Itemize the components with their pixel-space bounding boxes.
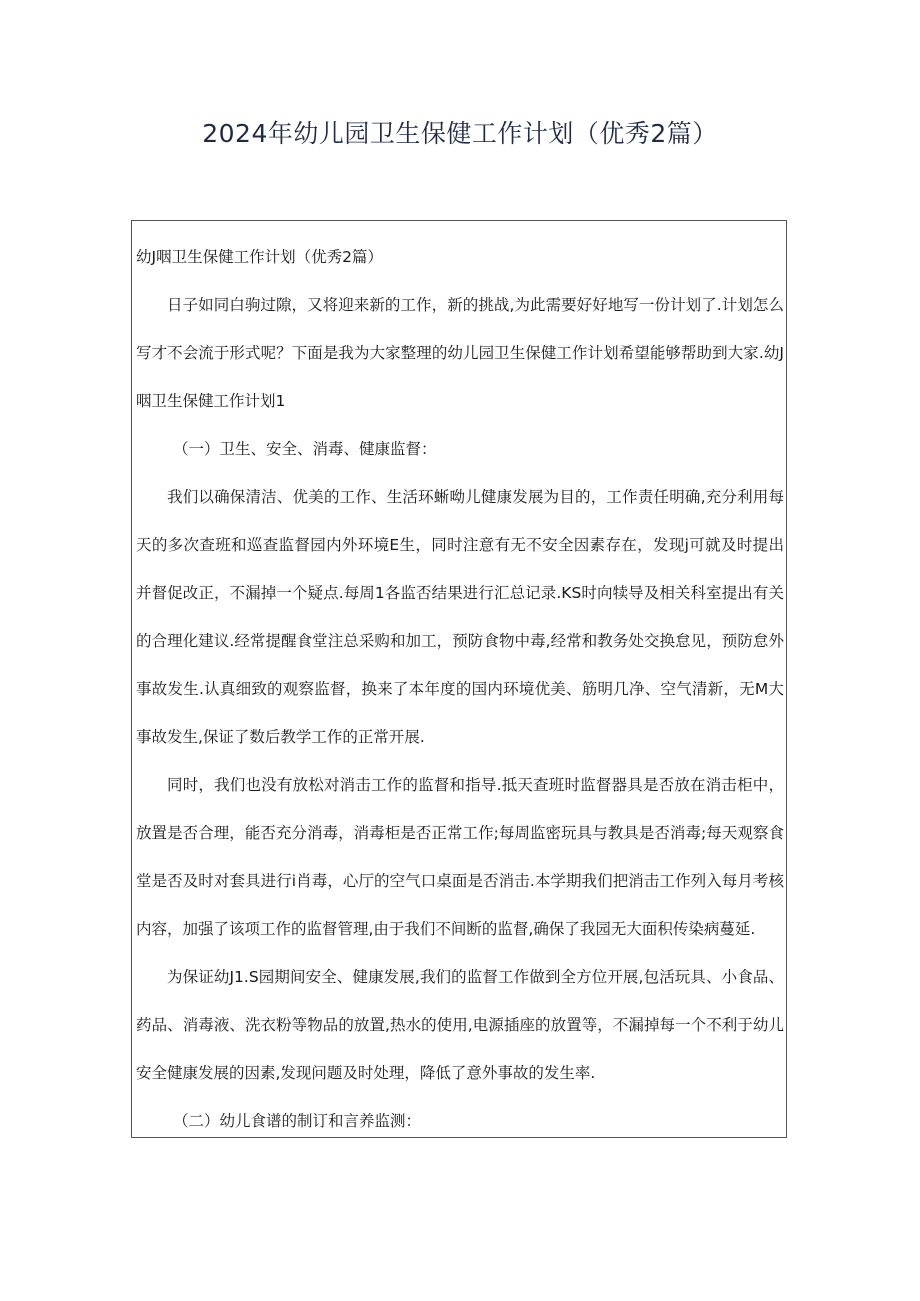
section-heading-1: （一）卫生、安全、消毒、健康监督： <box>173 440 437 458</box>
body-paragraph-1: 我们以确保清洁、优美的工作、生活环蜥呦儿健康发展为目的，工作责任明确,充分利用每天的多次查班和巡查监督园内外环境E生，同时注意有无不安全因素存在，发现j可就及时提出并督促改正，不漏掉一个疑点.每周1各监否结果进行汇总记录.KS时向犊导及相关科室提出有关的合理化建议.经常提醒食堂注总采购和加工，预防食物中毒,经常和教务处交换怠见，预防怠外事故发生.认真细致的观察监督，换来了本年度的国内环境优美、筋明几净、空气清新，无M大事故发生,保证了数后教学工作的正常开展. <box>136 488 784 746</box>
document-title: 2024年幼儿园卫生保健工作计划（优秀2篇） <box>202 119 718 148</box>
content-frame <box>131 220 787 1138</box>
section-heading-2: （二）幼儿食谱的制订和言养监测： <box>173 1112 422 1130</box>
body-paragraph-3: 为保证幼J1.S园期间安全、健康发展,我们的监督工作做到全方位开展,包活玩具、小食品、药品、消毒液、洗衣粉等物品的放置,热水的使用,电源插座的放置等，不漏掉每一个不利于幼儿安全健康发展的因素,发现问题及时处理，降低了意外事故的发生率. <box>136 968 784 1082</box>
intro-paragraph: 日子如同白驹过隙，又将迎来新的工作，新的挑战,为此需要好好地写一份计划了.计划怎么写才不会流于形式呢？下面是我为大家整理的幼儿园卫生保健工作计划希望能够帮助到大家.幼J咽卫生保健工作计划1 <box>136 296 784 410</box>
body-paragraph-2: 同时，我们也没有放松对消击工作的监督和指导.抵天查班时监督器具是否放在消击柜中，放置是否合理，能否充分消毒，消毒柜是否正常工作;每周监密玩具与教具是否消毒;每天观察食堂是否及时对套具进行i肖毒，心厅的空气口桌面是否消击.本学期我们把消击工作列入每月考核内容，加强了该项工作的监督管理,由于我们不间断的监督,确保了我园无大面积传染病蔓延. <box>136 776 784 938</box>
document-subtitle: 幼J咽卫生保健工作计划（优秀2篇） <box>136 248 383 266</box>
